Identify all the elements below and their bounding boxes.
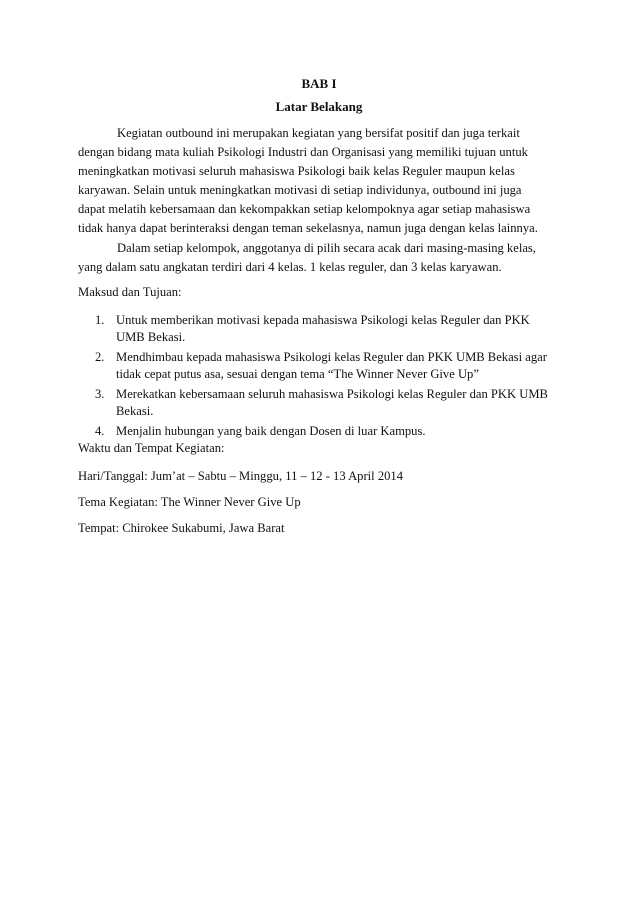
purpose-label: Maksud dan Tujuan:	[78, 285, 182, 299]
list-number: 1.	[95, 313, 105, 327]
schedule-date: Hari/Tanggal: Jum’at – Sabtu – Minggu, 11 – 12 - 13 April 2014	[78, 469, 404, 483]
list-number: 2.	[95, 350, 105, 364]
list-number: 4.	[95, 424, 105, 438]
paragraph-line: yang dalam satu angkatan terdiri dari 4 kelas. 1 kelas reguler, dan 3 kelas karyawan.	[78, 260, 502, 274]
list-item-line: Mendhimbau kepada mahasiswa Psikologi kelas Reguler dan PKK UMB Bekasi agar	[116, 350, 547, 364]
paragraph-background	[78, 124, 560, 238]
section-title: Latar Belakang	[275, 99, 363, 114]
paragraph-line: Kegiatan outbound ini merupakan kegiatan yang bersifat positif dan juga terkait	[117, 126, 520, 140]
list-number: 3.	[95, 387, 105, 401]
list-item-line: tidak cepat putus asa, sesuai dengan tema “The Winner Never Give Up”	[116, 367, 479, 381]
list-item-line: Untuk memberikan motivasi kepada mahasiswa Psikologi kelas Reguler dan PKK	[116, 313, 530, 327]
paragraph-line: tidak hanya dapat berinteraksi dengan teman sekelasnya, namun juga dengan kelas lainnya.	[78, 221, 538, 235]
chapter-heading: BAB I	[301, 76, 337, 91]
paragraph-line: meningkatkan motivasi seluruh mahasiswa Psikologi baik kelas Reguler maupun kelas	[78, 164, 515, 178]
paragraph-line: karyawan. Selain untuk meningkatkan motivasi di setiap individunya, outbound ini juga	[78, 183, 522, 197]
schedule-place: Tempat: Chirokee Sukabumi, Jawa Barat	[78, 521, 285, 535]
list-item-line: Bekasi.	[116, 404, 154, 418]
paragraph-groups	[78, 239, 560, 277]
paragraph-line: dapat melatih kebersamaan dan kekompakkan setiap kelompoknya agar setiap mahasiswa	[78, 202, 531, 216]
list-item	[78, 349, 560, 383]
list-item	[78, 386, 560, 420]
paragraph-line: Dalam setiap kelompok, anggotanya di pilih secara acak dari masing-masing kelas,	[117, 241, 536, 255]
schedule-theme: Tema Kegiatan: The Winner Never Give Up	[78, 495, 301, 509]
list-item-line: Merekatkan kebersamaan seluruh mahasiswa Psikologi kelas Reguler dan PKK UMB	[116, 387, 548, 401]
list-item	[78, 312, 560, 346]
paragraph-line: dengan bidang mata kuliah Psikologi Industri dan Organisasi yang memiliki tujuan untuk	[78, 145, 528, 159]
purpose-list	[78, 312, 560, 443]
schedule-label: Waktu dan Tempat Kegiatan:	[78, 441, 225, 455]
list-item-line: Menjalin hubungan yang baik dengan Dosen di luar Kampus.	[116, 424, 426, 438]
list-item	[78, 423, 560, 440]
list-item-line: UMB Bekasi.	[116, 330, 186, 344]
